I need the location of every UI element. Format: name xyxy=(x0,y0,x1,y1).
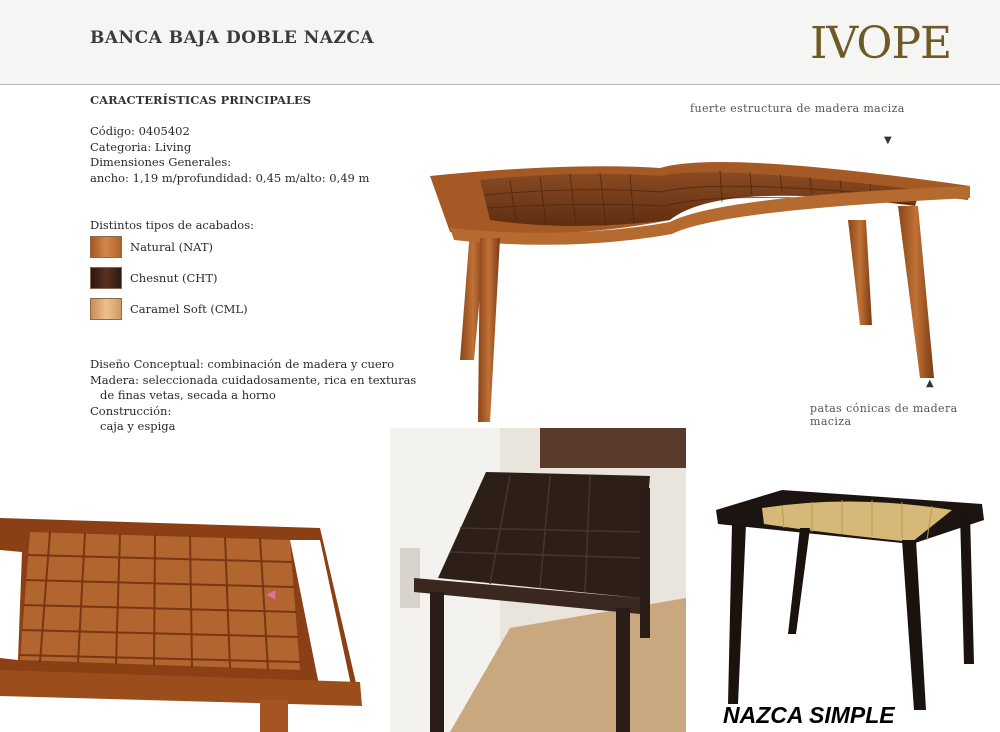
header-bar xyxy=(0,0,1000,85)
finish-label: Natural (NAT) xyxy=(130,240,214,254)
nazca-simple-label: NAZCA SIMPLE xyxy=(723,702,895,728)
specs-block xyxy=(90,124,369,186)
concept-line: caja y espiga xyxy=(100,419,176,433)
product-code: Código: 0405402 xyxy=(90,124,190,138)
finishes-title: Distintos tipos de acabados: xyxy=(90,218,255,232)
finish-label: Chesnut (CHT) xyxy=(130,271,218,285)
concept-line: de finas vetas, secada a horno xyxy=(100,388,276,402)
brand-logo: IVOPE xyxy=(810,18,952,69)
concept-block xyxy=(90,357,416,435)
dimensions-values: ancho: 1,19 m/profundidad: 0,45 m/alto: 0,49 m xyxy=(90,170,370,185)
dimensions-title: Dimensiones Generales: xyxy=(90,155,232,169)
finish-caramel-soft xyxy=(90,298,248,320)
svg-text:◀: ◀ xyxy=(266,587,276,601)
finish-swatch xyxy=(90,267,122,289)
finish-swatch xyxy=(90,236,122,258)
arrow-up-icon: ▲ xyxy=(926,378,934,389)
finish-swatch xyxy=(90,298,122,320)
product-category: Categoria: Living xyxy=(90,139,192,154)
annotation-structure: fuerte estructura de madera maciza xyxy=(690,102,905,115)
annotation-legs: patas cónicas de madera maciza xyxy=(810,402,958,428)
double-bench-photo xyxy=(420,140,980,430)
arrow-down-icon: ▼ xyxy=(884,135,892,146)
section-title: CARACTERÍSTICAS PRINCIPALES xyxy=(90,93,312,107)
finish-natural xyxy=(90,236,213,258)
closeup-weave-photo xyxy=(0,510,370,732)
finish-label: Caramel Soft (CML) xyxy=(130,302,248,316)
dark-stool-photo xyxy=(390,428,686,732)
finish-chesnut xyxy=(90,267,217,289)
page-title: BANCA BAJA DOBLE NAZCA xyxy=(90,28,375,48)
concept-line: Construcción: xyxy=(90,403,172,418)
nazca-simple-photo xyxy=(712,484,994,714)
concept-line: Madera: seleccionada cuidadosamente, rica en texturas xyxy=(90,372,417,387)
concept-line: Diseño Conceptual: combinación de madera y cuero xyxy=(90,357,395,371)
